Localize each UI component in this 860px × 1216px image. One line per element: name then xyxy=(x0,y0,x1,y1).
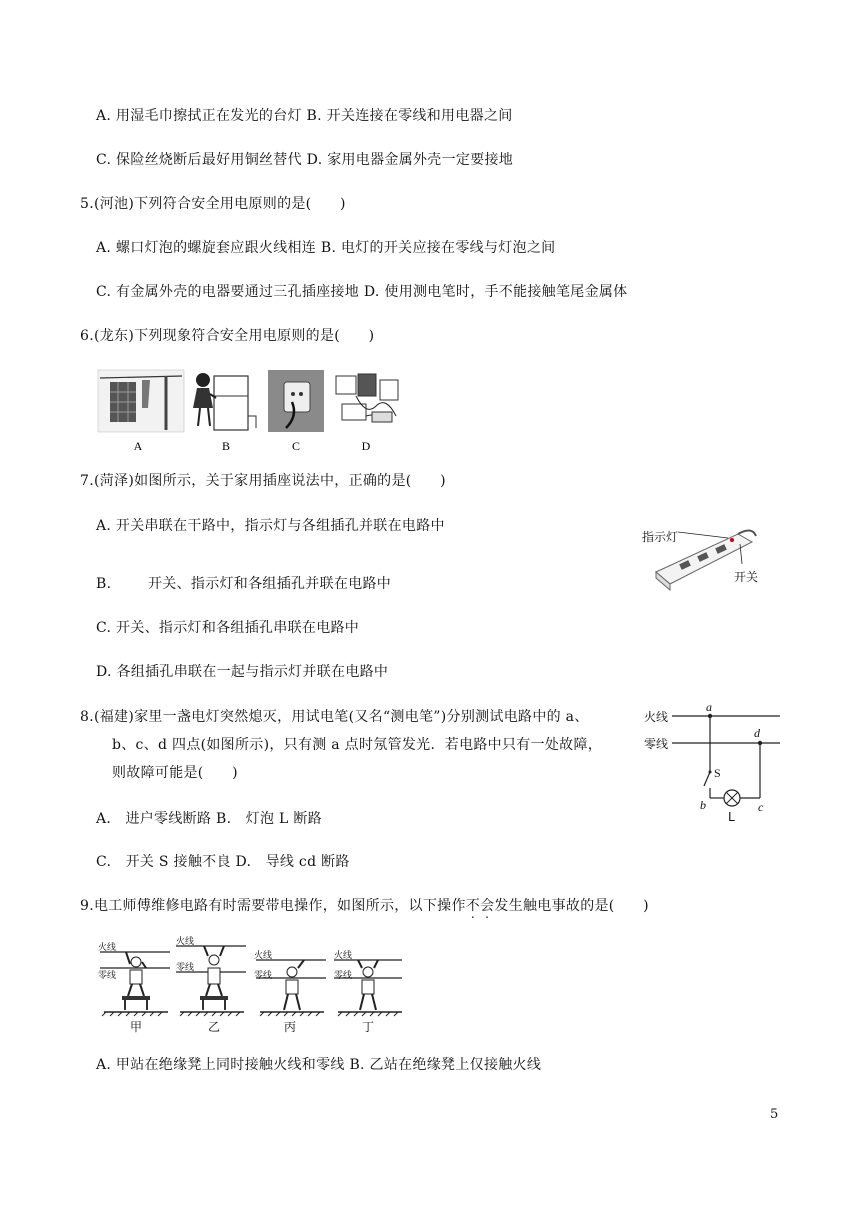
q5-options-line-1: A. 螺口灯泡的螺旋套应跟火线相连 B. 电灯的开关应接在零线与灯泡之间 xyxy=(96,240,556,256)
q8-point-b: b xyxy=(700,798,706,812)
q8-options-line-1: A. 进户零线断路 B. 灯泡 L 断路 xyxy=(96,811,322,827)
q8-stem-line-3: 则故障可能是( ) xyxy=(112,765,238,781)
q9-label-jia: 甲 xyxy=(130,1020,143,1034)
q9-ding-live-label: 火线 xyxy=(334,951,353,961)
q7-option-b: 开关、指示灯和各组插孔并联在电路中 xyxy=(148,576,392,592)
q9-scene-yi xyxy=(176,946,246,1016)
q8-live-wire-label: 火线 xyxy=(644,710,669,724)
q9-stem-pre: 9.电工师傅维修电路有时需要带电操作，如图所示，以下操作 xyxy=(80,898,466,914)
q9-yi-neutral-label: 零线 xyxy=(176,963,195,973)
q6-image-a xyxy=(98,370,184,432)
q9-label-yi: 乙 xyxy=(208,1020,221,1034)
q8-neutral-wire-label: 零线 xyxy=(644,737,669,751)
q9-stem-emph-1: 不 xyxy=(465,898,481,914)
q6-image-c xyxy=(268,370,324,432)
q8-stem-line-1: 8.(福建)家里一盏电灯突然熄灭，用试电笔(又名“测电笔”)分别测试电路中的 a、 xyxy=(80,709,589,725)
q7-power-strip-figure xyxy=(636,518,786,598)
q6-label-a: A xyxy=(133,439,143,453)
q7-option-b-letter: B. xyxy=(96,576,112,592)
q5-options-line-2: C. 有金属外壳的电器要通过三孔插座接地 D. 使用测电笔时，手不能接触笔尾金属体 xyxy=(96,284,628,300)
q9-stem xyxy=(80,897,649,915)
q9-label-bing: 丙 xyxy=(284,1020,297,1034)
q8-lamp-l: L xyxy=(728,810,735,824)
q9-bing-live-label: 火线 xyxy=(254,951,273,961)
q9-jia-live-label: 火线 xyxy=(98,943,117,953)
q8-point-c: c xyxy=(758,800,764,814)
q9-scene-jia xyxy=(100,952,170,1016)
q8-options-line-2: C. 开关 S 接触不良 D. 导线 cd 断路 xyxy=(96,854,350,870)
q9-jia-neutral-label: 零线 xyxy=(98,971,117,981)
q7-switch-label: 开关 xyxy=(734,570,759,584)
q8-circuit-figure xyxy=(640,698,785,828)
q6-illustrations xyxy=(96,366,406,456)
q6-label-d: D xyxy=(361,439,371,453)
q6-label-c: C xyxy=(291,439,301,453)
q6-figure xyxy=(96,366,406,456)
q5-stem: 5.(河池)下列符合安全用电原则的是( ) xyxy=(80,196,346,212)
q9-electricians-illustration xyxy=(96,932,406,1036)
q6-label-b: B xyxy=(221,439,231,453)
page-number: 5 xyxy=(770,1107,779,1122)
q9-ding-neutral-label: 零线 xyxy=(334,971,353,981)
q9-figure xyxy=(96,932,406,1036)
q6-image-b xyxy=(193,373,256,430)
q9-label-ding: 丁 xyxy=(362,1020,375,1034)
q8-switch-s: S xyxy=(714,766,721,780)
q6-image-d xyxy=(336,374,398,422)
q7-stem: 7.(菏泽)如图所示，关于家用插座说法中，正确的是( ) xyxy=(80,473,446,489)
q8-stem-line-2: b、c、d 四点(如图所示)，只有测 a 点时氖管发光．若电路中只有一处故障， xyxy=(112,737,603,753)
q9-stem-post: 发生触电事故的是( ) xyxy=(494,898,649,914)
q9-stem-emph-2: 会 xyxy=(480,898,495,914)
q7-option-c: C. 开关、指示灯和各组插孔串联在电路中 xyxy=(96,620,360,636)
q9-yi-live-label: 火线 xyxy=(176,937,195,947)
q6-stem: 6.(龙东)下列现象符合安全用电原则的是( ) xyxy=(80,328,375,344)
q7-option-a: A. 开关串联在干路中，指示灯与各组插孔并联在电路中 xyxy=(96,518,445,534)
q8-point-d: d xyxy=(754,726,760,740)
q7-option-d: D. 各组插孔串联在一起与指示灯并联在电路中 xyxy=(96,664,389,680)
q8-point-a: a xyxy=(706,700,712,714)
q9-bing-neutral-label: 零线 xyxy=(254,971,273,981)
q4-options-line-2: C. 保险丝烧断后最好用铜丝替代 D. 家用电器金属外壳一定要接地 xyxy=(96,152,514,168)
q9-options-line-1: A. 甲站在绝缘凳上同时接触火线和零线 B. 乙站在绝缘凳上仅接触火线 xyxy=(96,1057,542,1073)
q4-options-line-1: A. 用湿毛巾擦拭正在发光的台灯 B. 开关连接在零线和用电器之间 xyxy=(96,108,513,124)
q7-indicator-label: 指示灯 xyxy=(642,530,679,544)
